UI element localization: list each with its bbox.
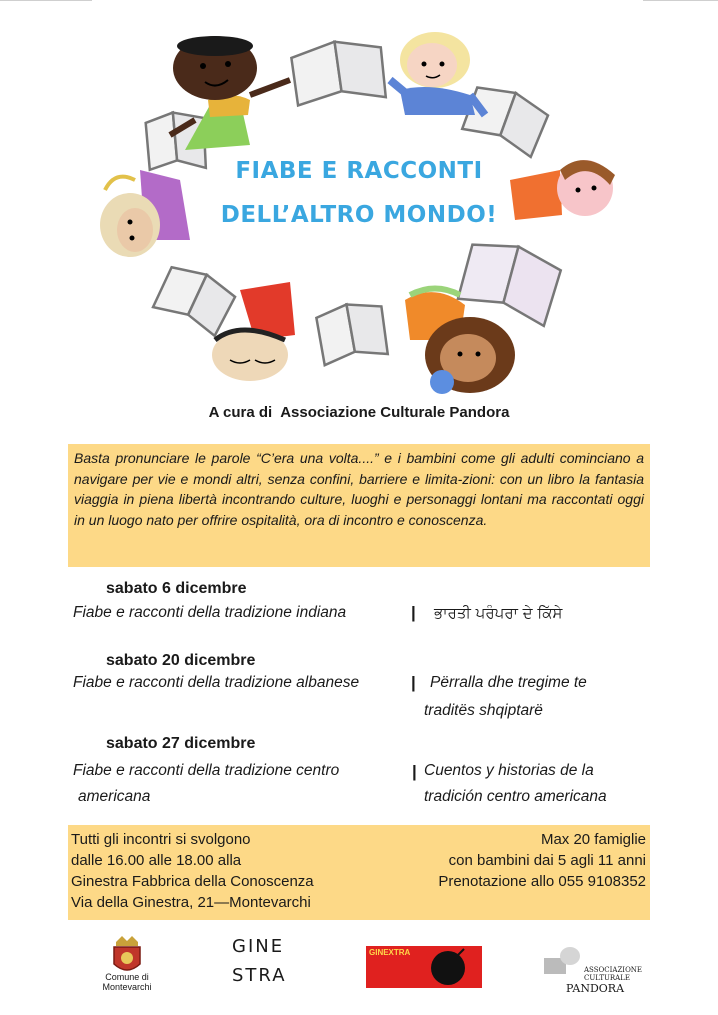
ginestra-top: GINE (232, 936, 285, 957)
pandora-line3: PANDORA (566, 982, 625, 995)
bomb-icon (428, 947, 470, 987)
pandora-icon (540, 944, 584, 982)
event-translation: Përralla dhe tregime te (430, 674, 587, 691)
book-icon (153, 260, 238, 337)
comune-line1: Comune di (105, 972, 149, 982)
ginextra-label: GINEXTRA (369, 948, 411, 957)
ginextra-logo (366, 946, 482, 988)
child-figure (405, 289, 515, 395)
ginestra-logo (232, 936, 290, 992)
curator-line (0, 404, 718, 421)
event-translation: traditës shqiptarë (424, 702, 543, 719)
book-icon (315, 299, 390, 366)
event-translation: ਭਾਰਤੀ ਪਰੰਪਰਾ ਦੇ ਕਿੱਸੇ (434, 604, 563, 622)
info-box (68, 825, 650, 920)
pandora-logo (540, 944, 643, 996)
crest-icon (102, 936, 152, 976)
pandora-line2: CULTURALE (584, 974, 630, 982)
ginestra-bottom: STRA (232, 965, 287, 986)
event-translation: Cuentos y historias de la (424, 762, 594, 779)
title-line-2: DELL’ALTRO MONDO! (220, 202, 498, 228)
event-date: sabato 6 dicembre (106, 580, 247, 597)
comune-logo (102, 936, 152, 994)
pandora-text (584, 966, 642, 982)
info-right-line: con bambini dai 5 agli 11 anni (448, 852, 646, 869)
event-title: americana (78, 788, 151, 805)
curator-name: Associazione Culturale Pandora (280, 404, 510, 421)
event-date: sabato 20 dicembre (106, 652, 256, 669)
pandora-line1: ASSOCIAZIONE (584, 966, 643, 974)
intro-box (68, 444, 650, 567)
separator: | (411, 603, 416, 622)
separator: | (412, 762, 417, 781)
book-icon (461, 80, 551, 158)
comune-name (96, 972, 158, 992)
top-rule-left (0, 0, 92, 1)
info-left-line: Ginestra Fabbrica della Conoscenza (71, 873, 314, 890)
info-left-line: Tutti gli incontri si svolgono (71, 831, 251, 848)
info-right-line: Max 20 famiglie (540, 831, 646, 848)
comune-line2: Montevarchi (102, 982, 152, 992)
event-title: Fiabe e racconti della tradizione centro (73, 762, 340, 779)
event-date: sabato 27 dicembre (106, 735, 256, 752)
intro-text: Basta pronunciare le parole “C’era una volta....” e i bambini come gli adulti cominciano a navigare per vie e mondi altri, senza confini, barriere e limita-zioni: con un libro la fantasia viaggia in piena libertà incontrando culture, luoghi e personaggi lontani ma raccontati oggi in un luogo nato per offrire ospitalità, ora di incontro e conoscenza. (74, 450, 644, 528)
title-line-1: FIABE E RACCONTI (235, 158, 483, 184)
event-title: Fiabe e racconti della tradizione indiana (73, 604, 347, 621)
top-rule-right (643, 0, 718, 1)
book-icon (290, 35, 388, 109)
info-left-line: Via della Ginestra, 21—Montevarchi (71, 894, 311, 911)
info-right-line: Prenotazione allo 055 9108352 (438, 873, 646, 890)
separator: | (411, 673, 416, 692)
event-translation: tradición centro americana (424, 788, 607, 805)
info-left-line: dalle 16.00 alle 18.00 alla (71, 852, 242, 869)
curator-prefix: A cura di (208, 404, 273, 421)
event-title: Fiabe e racconti della tradizione albanese (73, 674, 360, 691)
child-figure (390, 32, 485, 115)
book-icon (457, 235, 564, 326)
